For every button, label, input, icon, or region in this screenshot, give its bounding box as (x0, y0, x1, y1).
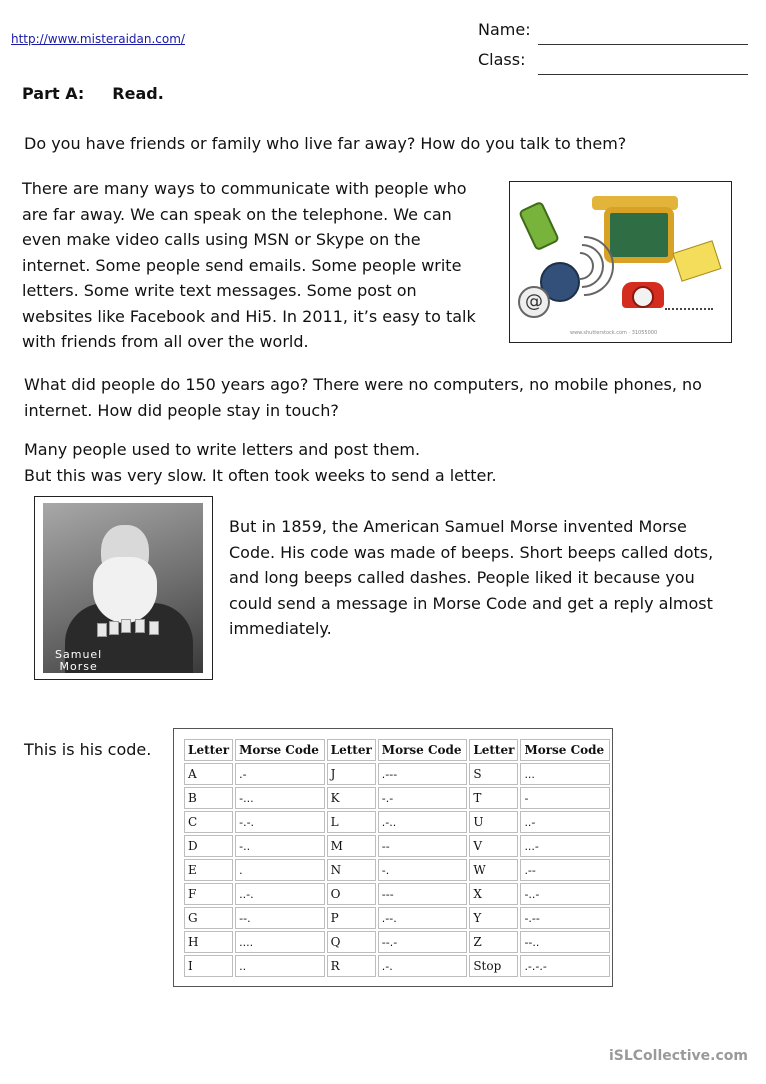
column-header: Morse Code (235, 739, 325, 761)
medal-icon (97, 623, 107, 637)
mobile-phone-icon (518, 201, 560, 252)
morse-code-cell: .-- (520, 859, 610, 881)
letter-cell: V (469, 835, 518, 857)
morse-code-cell: -.-. (235, 811, 325, 833)
letter-cell: I (184, 955, 233, 977)
communication-image (509, 181, 732, 343)
table-row (184, 931, 610, 953)
at-sign-icon: @ (518, 286, 550, 318)
part-label: Part A: (22, 84, 85, 103)
letter-cell: W (469, 859, 518, 881)
letter-cell: A (184, 763, 233, 785)
letter-cell: D (184, 835, 233, 857)
class-label: Class: (478, 50, 526, 69)
column-header: Letter (469, 739, 518, 761)
morse-code-cell: .- (235, 763, 325, 785)
code-intro: This is his code. (24, 740, 152, 759)
telephone-cord-icon (665, 302, 713, 310)
morse-paragraph: But in 1859, the American Samuel Morse invented Morse Code. His code was made of beeps. Short beeps called dots, and long beeps called dashes. People liked it because you could send a message in Morse Code and get a reply almost immediately. (229, 517, 714, 638)
letter-cell: G (184, 907, 233, 929)
morse-code-cell: .. (235, 955, 325, 977)
morse-table-frame (173, 728, 613, 987)
watermark: iSLCollective.com (608, 1048, 748, 1064)
column-header: Letter (327, 739, 376, 761)
letter-cell: M (327, 835, 376, 857)
morse-code-cell: .-. (378, 955, 468, 977)
medal-icon (135, 619, 145, 633)
name-line (538, 44, 748, 45)
morse-code-cell: .--. (378, 907, 468, 929)
morse-code-cell: ..- (520, 811, 610, 833)
caption-line-2: Morse (59, 660, 98, 673)
ways-paragraph: There are many ways to communicate with people who are far away. We can speak on the telephone. We can even make video calls using MSN or Skype on the internet. Some people send emails. Some people write letters. Some write text messages. Some post on websites like Facebook and Hi5. In 2011, it’s easy to talk with friends from all over the world. (22, 179, 476, 351)
table-row (184, 835, 610, 857)
morse-code-cell: -... (235, 787, 325, 809)
table-header-row (184, 739, 610, 761)
envelope-icon (672, 240, 721, 282)
morse-code-cell: --.. (520, 931, 610, 953)
morse-code-table (182, 737, 612, 979)
letter-cell: E (184, 859, 233, 881)
morse-code-cell: -.-- (520, 907, 610, 929)
letter-cell: Y (469, 907, 518, 929)
portrait-frame (34, 496, 213, 680)
morse-code-cell: .-.. (378, 811, 468, 833)
morse-code-cell: ...- (520, 835, 610, 857)
column-header: Letter (184, 739, 233, 761)
letter-cell: Stop (469, 955, 518, 977)
letter-cell: J (327, 763, 376, 785)
caption-line-1: Samuel (55, 648, 103, 661)
letter-cell: L (327, 811, 376, 833)
table-row (184, 859, 610, 881)
morse-code-cell: - (520, 787, 610, 809)
letter-cell: T (469, 787, 518, 809)
table-row (184, 787, 610, 809)
portrait-beard (93, 557, 157, 623)
morse-code-cell: --.- (378, 931, 468, 953)
morse-code-cell: --. (235, 907, 325, 929)
image-credit: www.shutterstock.com · 31055000 (570, 330, 658, 336)
morse-code-cell: ..-. (235, 883, 325, 905)
morse-code-cell: .-.-.- (520, 955, 610, 977)
table-row (184, 907, 610, 929)
letter-cell: Q (327, 931, 376, 953)
letters-line-1: Many people used to write letters and post them. (24, 440, 421, 459)
letter-cell: S (469, 763, 518, 785)
medal-icon (149, 621, 159, 635)
column-header: Morse Code (520, 739, 610, 761)
medal-icon (121, 619, 131, 633)
letter-cell: K (327, 787, 376, 809)
letter-cell: N (327, 859, 376, 881)
morse-code-cell: -..- (520, 883, 610, 905)
letter-cell: P (327, 907, 376, 929)
morse-code-cell: -.- (378, 787, 468, 809)
past-paragraph: What did people do 150 years ago? There were no computers, no mobile phones, no internet. How did people stay in touch? (24, 375, 702, 420)
morse-code-cell: -- (378, 835, 468, 857)
class-line (538, 74, 748, 75)
morse-code-cell: . (235, 859, 325, 881)
letter-cell: C (184, 811, 233, 833)
letters-paragraph (24, 437, 744, 488)
part-a-heading (22, 84, 164, 103)
medal-icon (109, 621, 119, 635)
telephone-dial-icon (632, 286, 654, 308)
letter-cell: O (327, 883, 376, 905)
table-row (184, 763, 610, 785)
morse-code-cell: --- (378, 883, 468, 905)
letter-cell: H (184, 931, 233, 953)
morse-code-cell: -.. (235, 835, 325, 857)
letter-cell: U (469, 811, 518, 833)
read-label: Read. (112, 84, 164, 103)
letter-cell: F (184, 883, 233, 905)
television-icon (604, 207, 674, 263)
letter-cell: Z (469, 931, 518, 953)
column-header: Morse Code (378, 739, 468, 761)
table-row (184, 955, 610, 977)
table-row (184, 811, 610, 833)
morse-code-cell: .... (235, 931, 325, 953)
portrait-caption (55, 649, 102, 673)
samuel-morse-portrait (43, 503, 203, 673)
morse-code-cell: -. (378, 859, 468, 881)
letter-cell: R (327, 955, 376, 977)
morse-code-cell: .--- (378, 763, 468, 785)
name-label: Name: (478, 20, 531, 39)
morse-code-cell: ... (520, 763, 610, 785)
letter-cell: B (184, 787, 233, 809)
website-link[interactable]: http://www.misteraidan.com/ (11, 32, 185, 46)
letter-cell: X (469, 883, 518, 905)
table-row (184, 883, 610, 905)
letters-line-2: But this was very slow. It often took weeks to send a letter. (24, 465, 497, 485)
intro-paragraph: Do you have friends or family who live far away? How do you talk to them? (24, 134, 627, 153)
